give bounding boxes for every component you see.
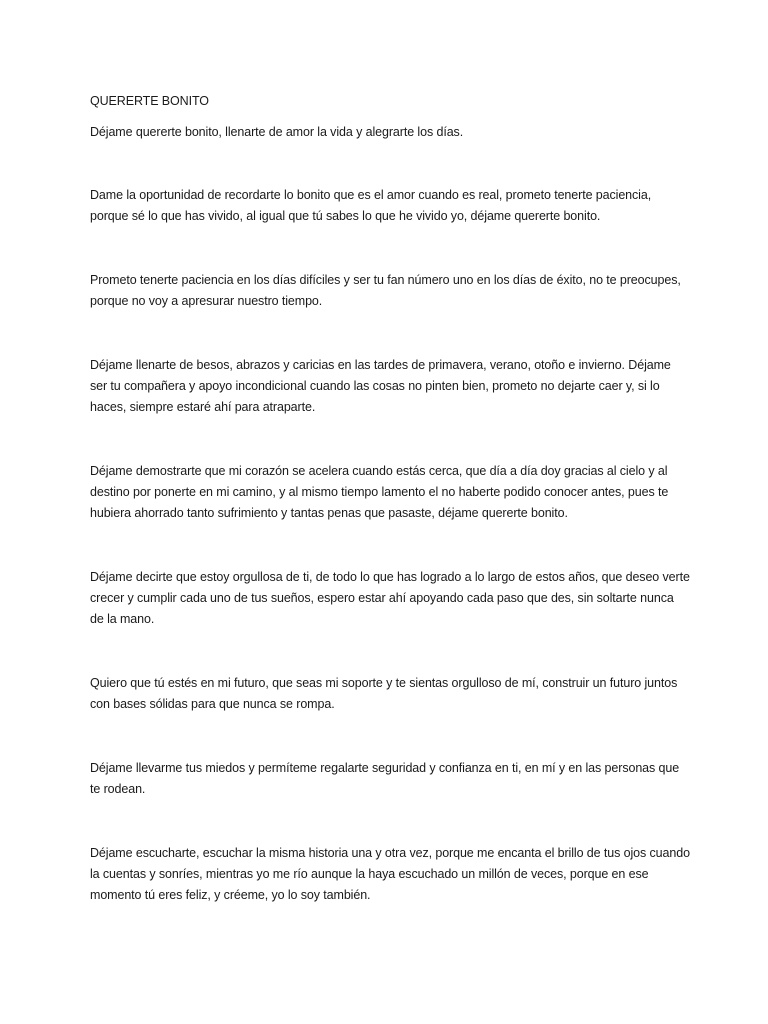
paragraph-3: Prometo tenerte paciencia en los días difíciles y ser tu fan número uno en los días de éxito, no te preocupes, porque no voy a apresurar nuestro tiempo. — [90, 273, 681, 308]
document-body — [90, 91, 690, 949]
paragraph-6: Déjame decirte que estoy orgullosa de ti, de todo lo que has logrado a lo largo de estos años, que deseo verte crecer y cumplir cada uno de tus sueños, espero estar ahí apoyando cada paso que des, sin soltarte nunca de la mano. — [90, 570, 690, 626]
paragraph-4: Déjame llenarte de besos, abrazos y caricias en las tardes de primavera, verano, otoño e invierno. Déjame ser tu compañera y apoyo incondicional cuando las cosas no pinten bien, prometo no dejarte caer y, si lo haces, siempre estaré ahí para atraparte. — [90, 358, 671, 414]
paragraph-5: Déjame demostrarte que mi corazón se acelera cuando estás cerca, que día a día doy gracias al cielo y al destino por ponerte en mi camino, y al mismo tiempo lamento el no haberte podido conocer antes, pues te hubiera ahorrado tanto sufrimiento y tantas penas que pasaste, déjame quererte bonito. — [90, 464, 669, 520]
paragraph-2: Dame la oportunidad de recordarte lo bonito que es el amor cuando es real, prometo tenerte paciencia, porque sé lo que has vivido, al igual que tú sabes lo que he vivido yo, déjame quererte bonito. — [90, 188, 652, 223]
paragraph-9: Déjame escucharte, escuchar la misma historia una y otra vez, porque me encanta el brillo de tus ojos cuando la cuentas y sonríes, mientras yo me río aunque la haya escuchado un millón de veces, porque en ese momento tú eres feliz, y créeme, yo lo soy también. — [90, 846, 690, 902]
document-title: QUERERTE BONITO — [90, 94, 209, 108]
paragraph-1: Déjame quererte bonito, llenarte de amor la vida y alegrarte los días. — [90, 125, 464, 139]
paragraph-8: Déjame llevarme tus miedos y permíteme regalarte seguridad y confianza en ti, en mí y en las personas que te rodean. — [90, 761, 680, 796]
paragraph-7: Quiero que tú estés en mi futuro, que seas mi soporte y te sientas orgulloso de mí, construir un futuro juntos con bases sólidas para que nunca se rompa. — [90, 676, 678, 711]
